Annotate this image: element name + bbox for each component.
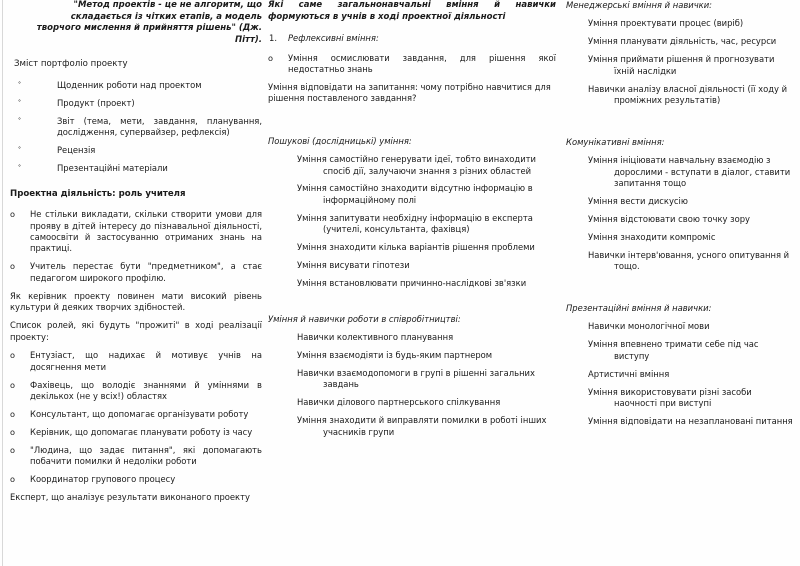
- circle-bullet-icon: o: [10, 426, 16, 437]
- list-item: Навички монологічної мови: [588, 321, 710, 332]
- list-item: Уміння знаходити й виправляти помилки в роботі інших учасників групи: [297, 415, 547, 437]
- list-item: Уміння висувати гіпотези: [297, 259, 410, 270]
- roles-list: [10, 350, 262, 485]
- list-number: 1.: [269, 33, 277, 44]
- list-item: Уміння встановлювати причинно-наслідкові зв'язки: [297, 277, 527, 288]
- page-left-border: [2, 0, 3, 566]
- reflexive-plain-item: Уміння відповідати на запитання: чому потрібно навчитися для рішення поставленого завдання?: [268, 81, 551, 104]
- list-item-label: Ентузіаст, що надихає й мотивує учнів на досягнення мети: [30, 350, 262, 372]
- circle-bullet-icon: o: [10, 261, 16, 272]
- circle-bullet-icon: o: [10, 444, 16, 455]
- list-item: Уміння знаходити компроміс: [588, 231, 716, 242]
- teacher-role-list: [10, 209, 262, 284]
- presentation-skills-list: [566, 321, 796, 427]
- list-item-label: "Людина, що задає питання", які допомагають побачити помилки й недоліки роботи: [30, 444, 262, 467]
- list-item: Навички взаємодопомоги в групі в рішенні загальних завдань: [297, 368, 535, 390]
- list-item: Навички інтерв'ювання, усного опитування й тощо.: [588, 249, 790, 272]
- list-item: Уміння проектувати процес (виріб): [588, 18, 744, 29]
- portfolio-heading: Зміст портфоліо проекту: [14, 59, 128, 70]
- list-item: Уміння вести дискусію: [588, 195, 688, 206]
- degree-bullet-icon: °: [18, 163, 21, 171]
- communicative-skills-list: [566, 155, 796, 272]
- list-item: Навички аналізу власної діяльності (її ходу й проміжних результатів): [588, 83, 788, 105]
- circle-bullet-icon: o: [10, 473, 16, 484]
- spacer: [268, 296, 556, 314]
- circle-bullet-icon: o: [10, 350, 16, 361]
- list-item: Уміння планувати діяльність, час, ресурси: [588, 36, 777, 47]
- roles-intro: Список ролей, які будуть "прожиті" в ході реалізації проекту:: [10, 320, 262, 342]
- expert-note: Експерт, що аналізує результати виконаного проекту: [10, 491, 250, 502]
- teacher-role-heading: Проектна діяльність: роль учителя: [10, 188, 186, 199]
- spacer: [566, 113, 796, 137]
- list-item: Уміння відповідати на незаплановані питання: [588, 415, 793, 426]
- list-item: Уміння використовувати різні засоби наочності при виступі: [588, 386, 752, 408]
- degree-bullet-icon: °: [18, 116, 21, 124]
- list-item-label: Рецензія: [57, 144, 96, 155]
- list-item: Уміння впевнено тримати себе під час виступу: [588, 339, 759, 361]
- degree-bullet-icon: °: [18, 98, 21, 106]
- list-item: Навички ділового партнерського спілкування: [297, 397, 501, 408]
- circle-bullet-icon: o: [10, 379, 16, 390]
- communicative-skills-heading: Комунікативні вміння:: [566, 136, 665, 147]
- spacer: [566, 279, 796, 303]
- reflexive-heading: [268, 33, 556, 44]
- list-item-label: Звіт (тема, мети, завдання, планування, дослідження, супервайзер, рефлексія): [57, 115, 262, 137]
- cooperation-skills-heading: Уміння й навички роботи в співробітництві:: [268, 313, 461, 324]
- circle-bullet-icon: o: [268, 52, 274, 63]
- list-item-label: Фахівець, що володіє знаннями й уміннями в декількох (не у всіх!) областях: [30, 379, 262, 401]
- list-item: [10, 474, 262, 485]
- col2-heading: Які саме загальнонавчальні вміння й навички формуються в учнів в ході проектної діяльності: [268, 0, 556, 22]
- list-item: [10, 209, 262, 255]
- list-item: Уміння приймати рішення й прогнозувати їхній наслідки: [588, 54, 775, 76]
- list-item-label: Учитель перестає бути "предметником", а стає педагогом широкого профілю.: [30, 261, 262, 283]
- portfolio-list: [10, 80, 262, 174]
- list-item: Уміння самостійно генерувати ідеї, тобто винаходити спосіб дії, залучаючи знання з різних областей: [297, 154, 536, 176]
- list-item-label: Уміння осмислювати завдання, для рішення якої недостатньо знань: [288, 52, 556, 74]
- list-item: [10, 427, 262, 438]
- circle-bullet-icon: o: [10, 408, 16, 419]
- list-item: [268, 53, 556, 76]
- list-item: [10, 261, 262, 284]
- manager-note: Як керівник проекту повинен мати високий рівень культури й деяких творчих здібностей.: [10, 290, 262, 312]
- list-item: Уміння взаємодіяти із будь-яким партнером: [297, 350, 493, 361]
- list-item: [10, 445, 262, 468]
- list-item: Уміння самостійно знаходити відсутню інформацію в інформаційному полі: [297, 183, 533, 205]
- presentation-skills-heading: Презентаційні вміння й навички:: [566, 303, 712, 313]
- list-item-label: Презентаційні матеріали: [57, 162, 168, 173]
- degree-bullet-icon: °: [18, 145, 21, 153]
- list-item-label: Координатор групового процесу: [30, 473, 176, 484]
- list-item: Уміння відстоювати свою точку зору: [588, 213, 751, 224]
- managerial-skills-list: [566, 18, 796, 106]
- list-item: [10, 116, 262, 139]
- list-item: [10, 409, 262, 420]
- spacer: [268, 112, 556, 136]
- spacer: [10, 181, 262, 189]
- column-2: [268, 0, 556, 445]
- list-item-label: Не стільки викладати, скільки створити умови для прояву в дітей інтересу до пізнавальної діяльності, самоосвіти й застосуванню отриманих знань на практиці.: [30, 209, 262, 254]
- search-skills-heading: Пошукові (дослідницькі) уміння:: [268, 135, 412, 146]
- list-item: [10, 163, 262, 174]
- search-skills-list: [268, 154, 556, 289]
- list-item: [10, 380, 262, 403]
- list-item: Артистичні вміння: [588, 368, 670, 379]
- reflexive-title: Рефлексивні вміння:: [288, 33, 379, 44]
- column-3: [566, 0, 796, 434]
- list-item: [10, 145, 262, 156]
- degree-bullet-icon: °: [18, 80, 21, 88]
- list-item: Уміння запитувати необхідну інформацію в експерта (учителі, консультанта, фахівця): [297, 212, 533, 235]
- managerial-skills-heading: Менеджерські вміння й навички:: [566, 0, 712, 10]
- reflexive-list: [268, 53, 556, 76]
- list-item: [10, 98, 262, 109]
- list-item: Уміння ініціювати навчальну взаємодію з дорослими - вступати в діалог, ставити запитання тощо: [588, 155, 791, 189]
- list-item: Уміння знаходити кілька варіантів рішення проблеми: [297, 242, 535, 253]
- list-item-label: Консультант, що допомагає організувати роботу: [30, 408, 249, 419]
- list-item: Навички колективного планування: [297, 332, 454, 343]
- list-item-label: Продукт (проект): [57, 97, 135, 108]
- list-item: [10, 80, 262, 91]
- list-item-label: Керівник, що допомагає планувати роботу із часу: [30, 426, 253, 437]
- list-item-label: Щоденник роботи над проектом: [57, 79, 202, 90]
- list-item: [10, 350, 262, 373]
- column-1: [10, 0, 262, 510]
- circle-bullet-icon: o: [10, 209, 16, 220]
- pitt-quote: "Метод проектів - це не алгоритм, що складається із чітких етапів, а модель творчого мислення й прийняття рішень" (Дж. Пітт).: [36, 0, 262, 45]
- cooperation-skills-list: [268, 332, 556, 438]
